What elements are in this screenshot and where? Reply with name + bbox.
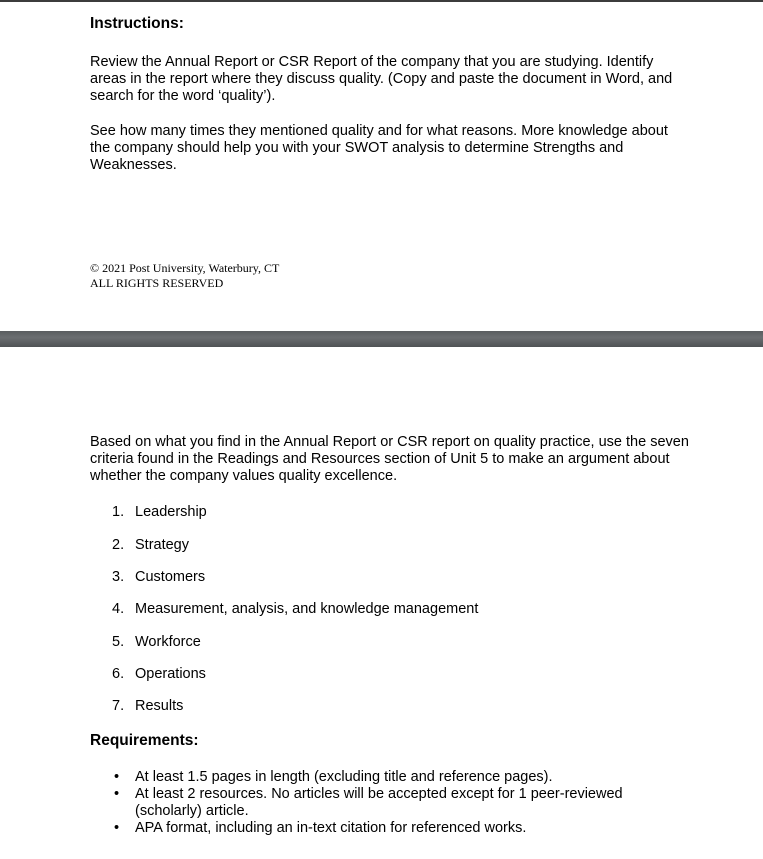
criteria-list-item [112,634,201,650]
bullet-icon: • [114,820,120,836]
list-number: 2. [112,537,125,553]
criteria-label: Leadership [135,504,207,520]
criteria-list-item [112,666,206,682]
list-number: 6. [112,666,125,682]
instructions-paragraph-2: See how many times they mentioned quality and for what reasons. More knowledge about the company should help you with your SWOT analysis to determine Strengths and Weaknesses. [90,123,668,173]
copyright-line-2: ALL RIGHTS RESERVED [90,276,224,290]
criteria-label: Operations [135,666,206,682]
criteria-list-item [112,504,207,520]
bullet-icon: • [114,786,120,802]
requirement-item [112,769,672,786]
document-page-2 [0,347,763,859]
document-page-1 [0,0,763,331]
list-number: 3. [112,569,125,585]
criteria-intro-paragraph: Based on what you find in the Annual Report or CSR report on quality practice, use the seven criteria found in the Readings and Resources section of Unit 5 to make an argument about whether the company values quality excellence. [90,434,689,484]
criteria-label: Strategy [135,537,189,553]
list-number: 4. [112,601,125,617]
instructions-paragraph-1: Review the Annual Report or CSR Report of the company that you are studying. Identify areas in the report where they discuss quality. (Copy and paste the document in Word, and search for the word ‘quality’). [90,54,673,104]
criteria-list-item [112,537,189,553]
criteria-label: Measurement, analysis, and knowledge management [135,601,479,617]
copyright-line-1: © 2021 Post University, Waterbury, CT [90,261,280,275]
requirement-text: At least 2 resources. No articles will be accepted except for 1 peer-reviewed (scholarly) article. [135,786,623,819]
criteria-label: Workforce [135,634,201,650]
criteria-list-item [112,601,478,617]
criteria-list-item [112,569,205,585]
list-number: 5. [112,634,125,650]
requirement-item [112,820,672,837]
requirement-item [112,786,672,820]
copyright-notice [90,261,279,291]
requirements-heading: Requirements: [90,732,199,749]
requirement-text: APA format, including an in-text citation for referenced works. [135,820,527,836]
criteria-label: Results [135,698,184,714]
criteria-label: Customers [135,569,206,585]
page-separator [0,331,763,347]
bullet-icon: • [114,769,120,785]
list-number: 7. [112,698,125,714]
instructions-heading: Instructions: [90,15,184,32]
list-number: 1. [112,504,125,520]
requirement-text: At least 1.5 pages in length (excluding title and reference pages). [135,769,553,785]
criteria-list-item [112,698,183,714]
requirements-list [112,769,672,837]
